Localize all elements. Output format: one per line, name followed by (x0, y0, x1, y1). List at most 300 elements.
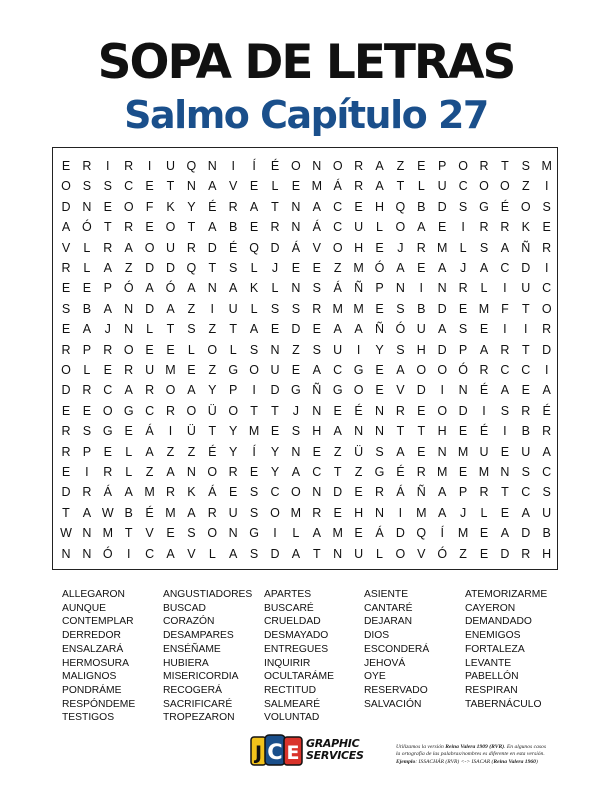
grid-letter: E (145, 220, 154, 235)
grid-letter: P (458, 485, 468, 500)
grid-letter: A (521, 505, 530, 520)
grid-letter: G (374, 465, 385, 479)
word-item: DERREDOR (62, 630, 121, 642)
grid-row (53, 217, 557, 237)
grid-letter: T (187, 220, 196, 235)
grid-letter: L (480, 505, 488, 520)
grid-letter: T (62, 505, 70, 520)
grid-letter: Ñ (374, 322, 385, 337)
grid-letter: O (61, 179, 71, 194)
grid-letter: Z (292, 342, 300, 357)
grid-letter: A (229, 281, 238, 296)
grid-letter: D (333, 485, 343, 500)
grid-letter: Z (521, 179, 530, 194)
word-item: ANGUSTIADORES (163, 589, 253, 600)
grid-letter: D (291, 322, 301, 337)
word-item: SALMEARÉ (264, 698, 321, 710)
word-item: OYE (364, 671, 386, 683)
grid-letter: S (500, 403, 510, 418)
grid-letter: S (521, 465, 530, 479)
grid-letter: W (60, 526, 72, 541)
grid-letter: R (542, 424, 552, 439)
grid-letter: Q (249, 240, 259, 255)
grid-letter: A (479, 342, 489, 357)
grid-letter: S (249, 546, 259, 561)
grid-letter: E (375, 301, 384, 316)
grid-row (53, 340, 557, 360)
grid-letter: O (144, 240, 155, 255)
grid-letter: N (207, 159, 217, 173)
grid-letter: E (438, 220, 447, 235)
grid-letter: C (333, 199, 343, 214)
grid-letter: I (503, 322, 507, 337)
grid-letter: T (124, 526, 133, 541)
grid-letter: O (165, 220, 176, 235)
grid-letter: N (186, 179, 196, 194)
grid-letter: I (524, 322, 528, 337)
grid-letter: T (229, 322, 237, 337)
word-item: HERMOSURA (62, 657, 129, 669)
grid-letter: A (208, 220, 217, 235)
grid-letter: I (106, 159, 110, 173)
grid-letter: A (145, 281, 154, 296)
grid-letter: P (229, 383, 238, 398)
grid-letter: C (542, 281, 552, 296)
grid-letter: O (207, 465, 218, 479)
grid-letter: D (145, 261, 155, 275)
word-item: LEVANTE (465, 657, 512, 669)
grid-letter: I (356, 342, 361, 357)
grid-letter: L (83, 363, 91, 377)
grid-letter: A (103, 261, 112, 275)
grid-letter: I (398, 505, 403, 520)
grid-letter: E (333, 403, 342, 418)
grid-letter: U (416, 322, 426, 337)
grid-letter: É (500, 199, 510, 214)
grid-letter: J (104, 322, 111, 337)
grid-letter: T (396, 179, 405, 194)
jce-graphic-services-logo (250, 734, 365, 768)
grid-letter: Ó (458, 363, 468, 377)
grid-letter: O (61, 363, 71, 377)
grid-letter: U (165, 159, 176, 173)
grid-letter: A (333, 322, 342, 337)
grid-letter: N (354, 424, 364, 439)
grid-letter: R (61, 342, 71, 357)
word-item: SACRIFICARÉ (163, 698, 233, 710)
grid-letter: E (375, 383, 384, 398)
grid-letter: Q (416, 526, 427, 541)
grid-letter: U (479, 444, 489, 459)
word-item: ASIENTE (364, 589, 409, 600)
grid-letter: Y (270, 465, 280, 479)
grid-letter: C (103, 383, 113, 398)
grid-letter: Ó (123, 281, 134, 296)
grid-letter: M (478, 465, 490, 479)
grid-letter: R (312, 505, 322, 520)
grid-letter: Á (145, 424, 154, 439)
grid-letter: Á (375, 526, 384, 541)
grid-letter: A (500, 240, 510, 255)
grid-letter: Á (103, 485, 112, 500)
grid-letter: Ñ (416, 485, 426, 500)
grid-letter: Ó (165, 281, 176, 296)
grid-letter: B (417, 301, 426, 316)
grid-letter: R (500, 220, 510, 235)
note-text: . En algunos casos (504, 744, 547, 750)
grid-letter: R (416, 240, 426, 255)
grid-letter: H (542, 546, 552, 561)
word-item: HUBIERA (163, 657, 209, 669)
grid-letter: S (542, 199, 551, 214)
grid-letter: R (458, 281, 468, 296)
grid-letter: M (353, 261, 364, 275)
grid-letter: S (375, 444, 384, 459)
grid-letter: Ó (374, 261, 385, 275)
grid-letter: R (186, 240, 196, 255)
grid-letter: A (249, 322, 259, 337)
grid-letter: Z (145, 465, 154, 479)
grid-letter: R (103, 465, 113, 479)
grid-letter: O (479, 179, 489, 194)
grid-letter: B (124, 505, 133, 520)
grid-row (53, 503, 557, 523)
grid-letter: C (542, 465, 552, 479)
grid-letter: E (249, 465, 259, 479)
grid-letter: O (500, 179, 510, 194)
grid-letter: N (437, 281, 447, 296)
grid-letter: A (61, 220, 71, 235)
page-subtitle: Salmo Capítulo 27 (124, 93, 488, 137)
grid-letter: Í (252, 444, 256, 459)
grid-letter: Í (252, 159, 256, 173)
grid-letter: Q (395, 199, 406, 214)
grid-letter: A (542, 383, 551, 398)
grid-letter: E (291, 363, 301, 377)
word-item: CONTEMPLAR (62, 616, 134, 628)
grid-letter: C (521, 485, 531, 500)
grid-letter: D (521, 526, 531, 541)
grid-letter: É (208, 199, 217, 214)
grid-letter: D (61, 199, 71, 214)
word-item: DESMAYADO (264, 630, 329, 642)
grid-letter: M (416, 505, 427, 520)
grid-letter: E (229, 485, 238, 500)
grid-letter: O (437, 363, 448, 377)
grid-letter: K (521, 220, 530, 235)
grid-letter: E (354, 485, 363, 500)
grid-letter: L (250, 301, 258, 316)
grid-letter: H (312, 424, 322, 439)
grid-letter: A (166, 546, 175, 561)
word-item: APARTES (264, 589, 312, 600)
grid-letter: I (273, 526, 277, 541)
grid-letter: P (82, 342, 92, 357)
grid-letter: Á (312, 220, 321, 235)
grid-letter: Y (229, 444, 238, 459)
grid-row (53, 462, 557, 482)
word-item: CANTARÉ (364, 602, 413, 614)
grid-letter: P (375, 281, 384, 296)
grid-letter: K (187, 485, 196, 500)
grid-letter: A (187, 281, 196, 296)
word-item: CORAZÓN (163, 616, 215, 628)
grid-letter: I (126, 546, 131, 561)
word-item: TABERNÁCULO (465, 698, 542, 710)
word-item: BUSCARÉ (264, 602, 314, 614)
grid-letter: E (166, 342, 175, 357)
grid-letter: L (459, 240, 467, 255)
page-title: SOPA DE LETRAS (97, 35, 515, 90)
note-bold: Ejemplo (396, 758, 416, 765)
grid-letter: N (374, 505, 385, 520)
grid-letter: I (544, 261, 549, 275)
version-note-line-3 (396, 759, 566, 766)
grid-letter: W (101, 505, 114, 520)
word-column (465, 588, 565, 711)
grid-letter: E (479, 526, 489, 541)
grid-letter: M (311, 179, 322, 194)
grid-letter: L (83, 261, 91, 275)
word-item: ALLEGARON (62, 589, 125, 600)
grid-letter: U (333, 342, 343, 357)
grid-letter: T (312, 546, 321, 561)
grid-letter: A (312, 363, 321, 377)
grid-letter: E (145, 179, 154, 194)
grid-letter: E (270, 322, 280, 337)
grid-letter: R (82, 159, 92, 173)
grid-letter: S (479, 240, 489, 255)
grid-letter: B (521, 424, 530, 439)
word-item: FORTALEZA (465, 643, 525, 655)
grid-row (53, 156, 557, 176)
grid-letter: O (249, 363, 259, 377)
grid-letter: D (61, 485, 71, 500)
grid-letter: R (124, 363, 134, 377)
grid-letter: E (479, 546, 489, 561)
note-text: ) (535, 758, 538, 765)
grid-letter: L (480, 281, 488, 296)
grid-letter: C (500, 363, 510, 377)
grid-letter: T (208, 424, 217, 439)
grid-letter: D (145, 301, 155, 316)
grid-letter: O (395, 546, 406, 561)
grid-letter: O (437, 403, 448, 418)
grid-letter: O (270, 505, 280, 520)
grid-letter: N (82, 546, 92, 561)
grid-letter: S (249, 485, 259, 500)
word-item: OCULTARÁME (264, 671, 334, 683)
grid-letter: A (229, 546, 238, 561)
grid-letter: U (542, 505, 552, 520)
grid-letter: P (458, 342, 468, 357)
word-list (62, 588, 562, 728)
grid-letter: C (312, 465, 322, 479)
grid-letter: N (395, 281, 405, 296)
grid-letter: Q (186, 261, 197, 275)
word-item: PONDRÁME (62, 684, 122, 696)
grid-letter: E (166, 526, 175, 541)
grid-letter: Z (187, 444, 196, 459)
grid-letter: D (416, 383, 426, 398)
grid-letter: T (271, 199, 279, 214)
grid-letter: C (145, 403, 155, 418)
grid-letter: I (168, 424, 173, 439)
grid-letter: C (521, 363, 531, 377)
grid-letter: A (396, 261, 405, 275)
word-item: ENTREGUES (264, 643, 329, 655)
grid-letter: E (479, 322, 489, 337)
grid-letter: B (542, 526, 551, 541)
word-item: DESAMPARES (163, 630, 234, 642)
grid-letter: A (396, 363, 405, 377)
grid-letter: O (102, 403, 113, 418)
grid-letter: H (437, 424, 447, 439)
grid-letter: Ñ (312, 383, 322, 398)
grid-row (53, 544, 557, 564)
grid-letter: Ü (207, 403, 217, 418)
word-item: RECTITUD (264, 684, 317, 696)
grid-letter: V (396, 383, 405, 398)
grid-letter: O (291, 159, 301, 173)
grid-letter: R (542, 322, 552, 337)
grid-letter: K (249, 281, 259, 296)
logo-letter-j: J (254, 742, 263, 764)
grid-letter: Y (375, 342, 384, 357)
grid-letter: L (125, 444, 133, 459)
word-item: SALVACIÓN (364, 698, 422, 710)
grid-letter: Z (354, 465, 363, 479)
grid-letter: T (396, 424, 405, 439)
grid-letter: O (291, 485, 301, 500)
word-item: ENSÉÑAME (163, 643, 221, 655)
word-item: RESPIRAN (465, 684, 518, 696)
grid-letter: E (61, 281, 71, 296)
grid-letter: L (83, 240, 91, 255)
grid-letter: R (479, 485, 489, 500)
word-item: BUSCAD (163, 602, 206, 614)
grid-letter: N (207, 281, 217, 296)
grid-letter: E (312, 322, 321, 337)
word-item: RESPÓNDEME (62, 698, 136, 710)
grid-letter: I (482, 403, 486, 418)
grid-letter: N (291, 444, 301, 459)
grid-letter: T (250, 403, 258, 418)
word-item: DIOS (364, 630, 390, 642)
grid-letter: E (312, 444, 321, 459)
grid-row (53, 299, 557, 319)
grid-letter: E (103, 199, 112, 214)
grid-letter: R (354, 159, 364, 173)
grid-letter: E (61, 403, 71, 418)
grid-letter: E (354, 526, 363, 541)
grid-letter: Z (333, 261, 342, 275)
grid-letter: L (208, 546, 216, 561)
grid-letter: U (228, 301, 238, 316)
grid-letter: Á (333, 281, 342, 296)
grid-letter: M (457, 444, 469, 459)
grid-letter: U (145, 363, 155, 377)
grid-letter: L (292, 526, 300, 541)
grid-letter: E (249, 179, 259, 194)
grid-letter: A (187, 505, 196, 520)
grid-letter: P (438, 159, 447, 173)
grid-letter: D (270, 546, 280, 561)
jce-logo-icon (250, 734, 304, 768)
grid-letter: J (292, 403, 300, 418)
grid-letter: T (521, 342, 530, 357)
grid-letter: I (419, 281, 424, 296)
grid-letter: G (332, 383, 343, 398)
grid-letter: J (459, 261, 467, 275)
grid-letter: I (252, 383, 256, 398)
grid-letter: E (458, 301, 468, 316)
grid-row (53, 421, 557, 441)
grid-letter: A (375, 179, 384, 194)
grid-letter: R (228, 465, 238, 479)
grid-letter: L (125, 465, 133, 479)
grid-letter: D (270, 240, 280, 255)
grid-letter: A (438, 505, 447, 520)
grid-letter: L (187, 342, 195, 357)
grid-letter: E (291, 261, 301, 275)
grid-letter: A (417, 220, 426, 235)
grid-letter: U (228, 505, 238, 520)
grid-letter: É (542, 403, 551, 418)
grid-letter: E (500, 505, 510, 520)
grid-letter: Z (459, 546, 467, 561)
grid-letter: M (102, 526, 113, 541)
grid-letter: Z (396, 159, 405, 173)
grid-letter: Ñ (521, 240, 531, 255)
grid-letter: D (61, 383, 71, 398)
grid-letter: A (145, 444, 154, 459)
grid-letter: R (61, 424, 71, 439)
grid-letter: Q (186, 159, 197, 173)
grid-letter: O (165, 383, 176, 398)
grid-letter: A (396, 444, 405, 459)
grid-letter: D (207, 240, 217, 255)
grid-letter: H (354, 505, 364, 520)
grid-letter: A (124, 240, 133, 255)
grid-letter: Z (208, 322, 217, 337)
grid-letter: R (479, 159, 489, 173)
grid-letter: O (520, 199, 531, 214)
grid-letter: O (123, 342, 134, 357)
grid-letter: É (229, 240, 238, 255)
grid-letter: O (207, 526, 218, 541)
grid-letter: N (500, 465, 510, 479)
grid-letter: R (165, 485, 176, 500)
grid-letter: E (82, 281, 92, 296)
grid-letter: I (461, 220, 465, 235)
grid-letter: C (333, 363, 343, 377)
grid-letter: C (458, 179, 468, 194)
grid-letter: N (228, 526, 238, 541)
word-item: TROPEZARON (163, 712, 235, 724)
grid-letter: L (229, 342, 237, 357)
grid-letter: U (521, 281, 531, 296)
grid-letter: O (228, 403, 239, 418)
word-column (163, 588, 263, 725)
grid-letter: Z (124, 261, 133, 275)
grid-letter: N (374, 403, 385, 418)
grid-letter: R (416, 465, 426, 479)
grid-letter: N (270, 342, 280, 357)
word-item: ENEMIGOS (465, 630, 521, 642)
grid-letter: S (458, 199, 468, 214)
grid-letter: G (479, 199, 489, 214)
